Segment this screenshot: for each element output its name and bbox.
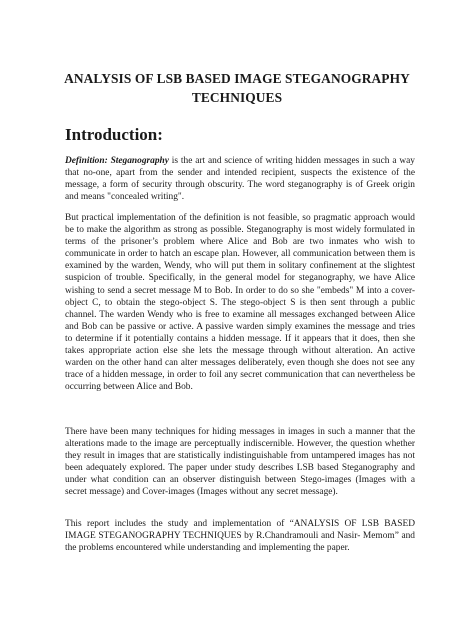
definition-term: Definition: Steganography [65,156,169,166]
paragraph-definition [65,155,415,203]
paragraph-techniques: There have been many techniques for hiding messages in images in such a manner that the alterations made to the image are perceptually indiscernible. However, the question whether they result in images that are statistically indistinguishable from untampered images has not been adequately explored. The paper under study describes LSB based Steganography and under what condition can an observer distinguish between Stego-images (Images with a secret message) and Cover-images (Images without any secret message). [65,427,415,498]
document-title [40,69,434,107]
title-line-1: ANALYSIS OF LSB BASED IMAGE STEGANOGRAPHY [64,71,410,86]
definition-body: is the art and science of writing hidden messages in such a way that no-one, apart from the sender and intended recipient, suspects the existence of the message, a form of security through obscurity. The word steganography is of Greek origin and means "concealed writing". [65,156,415,203]
title-line-2: TECHNIQUES [191,90,283,105]
paragraph-prisoners-problem: But practical implementation of the definition is not feasible, so pragmatic approach would be to make the algorithm as strong as possible. Steganography is most widely formulated in terms of the prisoner’s problem where Alice and Bob are two inmates who wish to communicate in order to hatch an escape plan. However, all communication between them is examined by the warden, Wendy, who will put them in solitary confinement at the slightest suspicion of trouble. Specifically, in the general model for steganography, we have Alice wishing to send a secret message M to Bob. In order to do so she "embeds" M into a cover-object C, to obtain the stego-object S. The stego-object S is then sent through a public channel. The warden Wendy who is free to examine all messages exchanged between Alice and Bob can be passive or active. A passive warden simply examines the message and tries to determine if it potentially contains a hidden message. If it appears that it does, then she takes appropriate action else she lets the message through without alteration. An active warden on the other hand can alter messages deliberately, even though she does not see any trace of a hidden message, in order to foil any secret communication that can nevertheless be occurring between Alice and Bob. [65,213,415,393]
paragraph-report-scope: This report includes the study and implementation of “ANALYSIS OF LSB BASED IMAGE STEGANOGRAPHY TECHNIQUES by R.Chandramouli and Nasir- Memom” and the problems encountered while understanding and implementing the paper. [65,519,415,554]
section-heading: Introduction: [65,125,163,144]
